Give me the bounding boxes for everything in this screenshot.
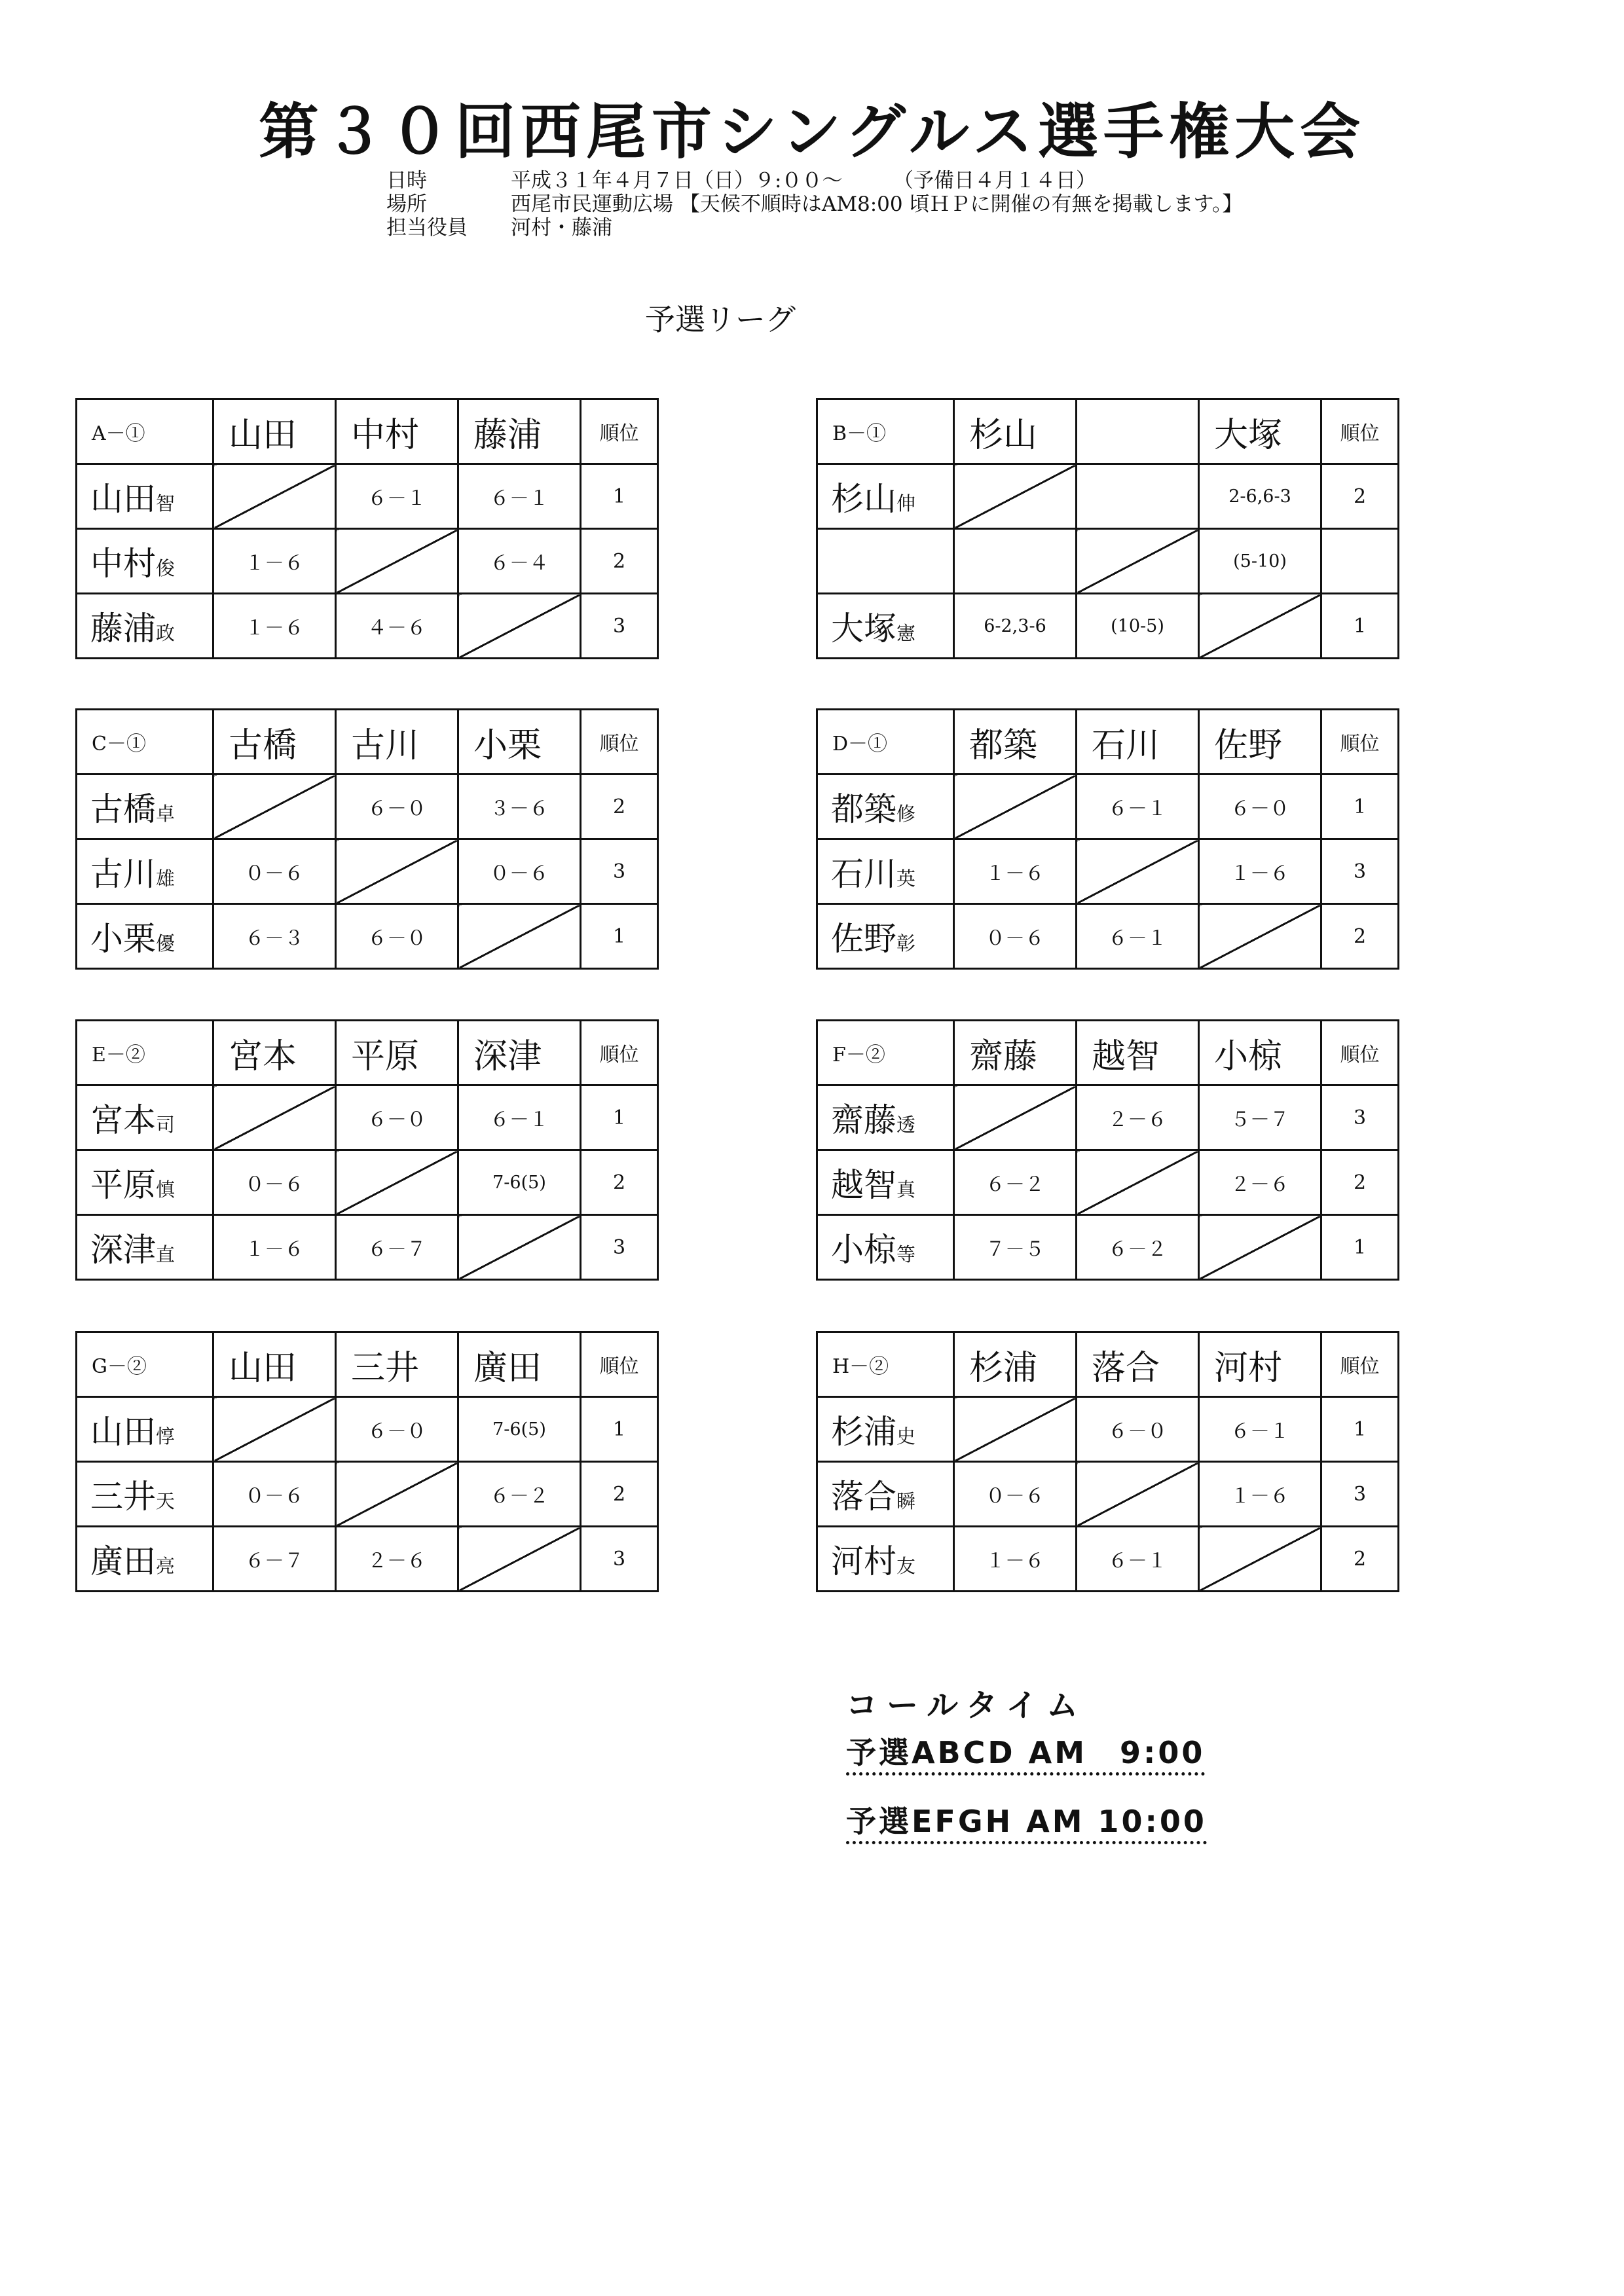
group-label: B－① [817,399,954,464]
table-row [77,1527,658,1592]
score-cell: ６－２ [458,1462,581,1527]
rank-header: 順位 [581,1021,658,1085]
table-row [817,1215,1399,1280]
player-first-name: 司 [156,1114,175,1136]
score-cell: 2-6,6-3 [1199,464,1321,529]
score-cell: ６－０ [1077,1397,1199,1462]
self-match-cell [1077,839,1199,904]
player-first-name: 雄 [156,867,175,890]
score-cell: ３－６ [458,774,581,839]
score-cell [954,529,1077,594]
self-match-cell [213,1397,336,1462]
row-player [77,904,213,969]
header-player: 古橋 [213,710,336,774]
player-first-name: 彰 [896,932,916,955]
call-time-line: 予選ABCD AM 9:00 [846,1729,1205,1776]
player-last-name: 齋藤 [831,1101,896,1139]
player-last-name: 越智 [831,1166,896,1204]
self-match-cell [458,1527,581,1592]
player-first-name: 惇 [156,1425,175,1448]
header-player: 杉浦 [954,1332,1077,1397]
player-last-name: 藤浦 [90,610,156,647]
score-cell: ２－６ [1077,1085,1199,1150]
score-cell: ２－６ [336,1527,458,1592]
score-cell: ６－１ [458,464,581,529]
row-player [77,1150,213,1215]
table-row [817,1462,1399,1527]
table-row [77,1215,658,1280]
self-match-cell [954,774,1077,839]
score-cell: ５－７ [1199,1085,1321,1150]
self-match-cell [1199,904,1321,969]
rank-cell: 1 [1321,1397,1399,1462]
self-match-cell [954,464,1077,529]
rank-header: 順位 [581,710,658,774]
player-last-name: 三井 [90,1478,156,1516]
info-label: 場所 [386,192,427,216]
info-value: 河村・藤浦 [511,216,612,240]
table-row [77,594,658,659]
table-row [77,1085,658,1150]
row-player [817,464,954,529]
table-row [817,774,1399,839]
score-cell: ０－６ [458,839,581,904]
row-player [817,1150,954,1215]
header-player: 齋藤 [954,1021,1077,1085]
rank-cell: 2 [1321,904,1399,969]
header-player: 山田 [213,399,336,464]
row-player [77,1397,213,1462]
rank-cell: 2 [1321,464,1399,529]
info-venue [386,192,1242,216]
table-row [77,464,658,529]
score-cell: １－６ [213,594,336,659]
score-cell: １－６ [1199,839,1321,904]
player-last-name: 山田 [90,1413,156,1451]
self-match-cell [336,529,458,594]
header-player: 石川 [1077,710,1199,774]
score-cell: １－６ [954,839,1077,904]
player-first-name: 直 [156,1243,175,1266]
league-table [816,1019,1399,1281]
self-match-cell [1199,594,1321,659]
player-last-name: 佐野 [831,920,896,958]
header-player: 大塚 [1199,399,1321,464]
self-match-cell [1199,1215,1321,1280]
player-last-name: 都築 [831,790,896,828]
score-cell: ６－１ [1199,1397,1321,1462]
score-cell: ６－１ [1077,1527,1199,1592]
score-cell: ６－２ [954,1150,1077,1215]
call-time-heading: コールタイム [846,1687,1088,1724]
player-last-name: 大塚 [831,610,896,647]
score-cell: ０－６ [954,904,1077,969]
player-last-name: 河村 [831,1542,896,1580]
score-cell: ４－６ [336,594,458,659]
table-row [817,1085,1399,1150]
league-table [75,1331,659,1592]
player-last-name: 深津 [90,1231,156,1269]
league-table [75,398,659,659]
header-player: 平原 [336,1021,458,1085]
row-player [77,529,213,594]
self-match-cell [1077,529,1199,594]
player-first-name: 修 [896,803,916,825]
info-label: 日時 [386,169,427,192]
rank-cell: 3 [581,839,658,904]
header-player [1077,399,1199,464]
info-value: 平成３１年４月７日（日）９:００～ （予備日４月１４日） [511,169,1096,192]
rank-header: 順位 [581,399,658,464]
row-player [817,1085,954,1150]
rank-cell: 1 [1321,594,1399,659]
score-cell: 7-6(5) [458,1150,581,1215]
rank-cell: 3 [581,1215,658,1280]
player-first-name: 等 [896,1243,916,1266]
info-label: 担当役員 [386,216,468,240]
score-cell: １－６ [1199,1462,1321,1527]
header-player: 杉山 [954,399,1077,464]
self-match-cell [336,1462,458,1527]
rank-cell [1321,529,1399,594]
table-row [817,1150,1399,1215]
row-player [817,594,954,659]
self-match-cell [336,839,458,904]
table-row [817,594,1399,659]
player-first-name: 天 [156,1490,175,1512]
self-match-cell [213,464,336,529]
group-label: E－② [77,1021,213,1085]
table-row [817,1397,1399,1462]
score-cell: ０－６ [213,1150,336,1215]
score-cell: ６－１ [336,464,458,529]
header-player: 小椋 [1199,1021,1321,1085]
row-player [77,594,213,659]
header-player: 藤浦 [458,399,581,464]
player-last-name: 石川 [831,855,896,893]
score-cell: １－６ [213,1215,336,1280]
self-match-cell [1199,1527,1321,1592]
row-player [77,464,213,529]
score-cell: ６－１ [1077,774,1199,839]
row-player [817,529,954,594]
info-date [386,169,1242,192]
rank-cell: 1 [581,1397,658,1462]
score-cell: ６－２ [1077,1215,1199,1280]
score-cell: ７－５ [954,1215,1077,1280]
rank-cell: 2 [581,1150,658,1215]
group-label: G－② [77,1332,213,1397]
rank-header: 順位 [581,1332,658,1397]
rank-header: 順位 [1321,399,1399,464]
score-cell: １－６ [954,1527,1077,1592]
rank-cell: 2 [581,529,658,594]
table-row [817,839,1399,904]
score-cell: ６－１ [458,1085,581,1150]
self-match-cell [213,774,336,839]
player-last-name: 平原 [90,1166,156,1204]
table-row [817,529,1399,594]
player-last-name: 杉山 [831,480,896,518]
rank-cell: 1 [581,904,658,969]
row-player [817,1397,954,1462]
score-cell [1077,464,1199,529]
rank-cell: 3 [1321,1085,1399,1150]
rank-cell: 2 [581,774,658,839]
score-cell: １－６ [213,529,336,594]
header-player: 河村 [1199,1332,1321,1397]
event-info [386,169,1242,240]
player-last-name: 落合 [831,1478,896,1516]
table-row [817,1527,1399,1592]
row-player [77,1085,213,1150]
score-cell: 6-2,3-6 [954,594,1077,659]
call-time [846,1680,1207,1844]
row-player [77,1215,213,1280]
row-player [77,1462,213,1527]
row-player [817,1462,954,1527]
self-match-cell [213,1085,336,1150]
score-cell: (5-10) [1199,529,1321,594]
header-player: 古川 [336,710,458,774]
rank-cell: 3 [1321,1462,1399,1527]
player-first-name: 優 [156,932,175,955]
row-player [77,1527,213,1592]
score-cell: ６－７ [336,1215,458,1280]
row-player [817,839,954,904]
header-player: 落合 [1077,1332,1199,1397]
score-cell: ０－６ [213,1462,336,1527]
header-player: 小栗 [458,710,581,774]
group-label: C－① [77,710,213,774]
player-first-name: 亮 [156,1555,175,1577]
header-player: 中村 [336,399,458,464]
player-first-name: 憲 [896,622,916,644]
table-row [817,904,1399,969]
self-match-cell [954,1085,1077,1150]
score-cell: ０－６ [954,1462,1077,1527]
table-row [77,1397,658,1462]
player-first-name: 友 [896,1555,916,1577]
player-first-name: 卓 [156,803,175,825]
player-last-name: 宮本 [90,1101,156,1139]
header-player: 深津 [458,1021,581,1085]
rank-cell: 3 [581,1527,658,1592]
info-officials [386,216,1242,240]
score-cell: ６－０ [336,904,458,969]
header-player: 佐野 [1199,710,1321,774]
player-last-name: 小椋 [831,1231,896,1269]
player-last-name: 古橋 [90,790,156,828]
page-title: 第３０回西尾市シングルス選手権大会 [258,97,1366,167]
header-player: 越智 [1077,1021,1199,1085]
row-player [817,1527,954,1592]
rank-cell: 2 [581,1462,658,1527]
table-row [77,1150,658,1215]
rank-cell: 2 [1321,1527,1399,1592]
score-cell: ６－４ [458,529,581,594]
league-table [75,1019,659,1281]
player-first-name: 透 [896,1114,916,1136]
player-first-name: 伸 [896,492,916,515]
header-player: 三井 [336,1332,458,1397]
row-player [817,904,954,969]
self-match-cell [1077,1150,1199,1215]
player-last-name: 古川 [90,855,156,893]
score-cell: ６－１ [1077,904,1199,969]
player-first-name: 俊 [156,557,175,579]
row-player [817,774,954,839]
table-row [77,529,658,594]
table-row [77,904,658,969]
league-table [816,398,1399,659]
rank-cell: 1 [581,464,658,529]
table-row [77,774,658,839]
row-player [77,839,213,904]
player-first-name: 政 [156,622,175,644]
header-player: 宮本 [213,1021,336,1085]
info-value: 西尾市民運動広場 【天候不順時はAM8:00 頃ＨＰに開催の有無を掲載します。】 [511,192,1243,216]
row-player [77,774,213,839]
header-player: 都築 [954,710,1077,774]
player-last-name: 廣田 [90,1542,156,1580]
group-label: D－① [817,710,954,774]
table-row [77,839,658,904]
rank-cell: 1 [1321,1215,1399,1280]
league-table [816,1331,1399,1592]
score-cell: ６－０ [1199,774,1321,839]
table-row [77,1462,658,1527]
group-label: H－② [817,1332,954,1397]
rank-cell: 1 [1321,774,1399,839]
score-cell: ２－６ [1199,1150,1321,1215]
header-player: 山田 [213,1332,336,1397]
group-label: F－② [817,1021,954,1085]
rank-header: 順位 [1321,710,1399,774]
league-table [816,708,1399,970]
league-table [75,708,659,970]
rank-cell: 3 [581,594,658,659]
rank-cell: 1 [581,1085,658,1150]
row-player [817,1215,954,1280]
score-cell: ６－７ [213,1527,336,1592]
player-first-name: 慎 [156,1178,175,1201]
score-cell: ６－０ [336,1397,458,1462]
player-first-name: 真 [896,1178,916,1201]
self-match-cell [1077,1462,1199,1527]
section-subtitle: 予選リーグ [645,302,796,337]
score-cell: ６－０ [336,774,458,839]
player-first-name: 瞬 [896,1490,916,1512]
player-last-name: 中村 [90,545,156,583]
self-match-cell [336,1150,458,1215]
rank-header: 順位 [1321,1021,1399,1085]
player-last-name: 杉浦 [831,1413,896,1451]
rank-header: 順位 [1321,1332,1399,1397]
group-label: A－① [77,399,213,464]
player-first-name: 智 [156,492,175,515]
rank-cell: 2 [1321,1150,1399,1215]
self-match-cell [458,594,581,659]
player-first-name: 史 [896,1425,916,1448]
player-last-name: 山田 [90,480,156,518]
score-cell: ６－３ [213,904,336,969]
self-match-cell [458,904,581,969]
player-first-name: 英 [896,867,916,890]
self-match-cell [458,1215,581,1280]
score-cell: ０－６ [213,839,336,904]
header-player: 廣田 [458,1332,581,1397]
score-cell: (10-5) [1077,594,1199,659]
score-cell: ６－０ [336,1085,458,1150]
score-cell: 7-6(5) [458,1397,581,1462]
rank-cell: 3 [1321,839,1399,904]
table-row [817,464,1399,529]
player-last-name: 小栗 [90,920,156,958]
call-time-line: 予選EFGH AM 10:00 [846,1798,1207,1844]
self-match-cell [954,1397,1077,1462]
